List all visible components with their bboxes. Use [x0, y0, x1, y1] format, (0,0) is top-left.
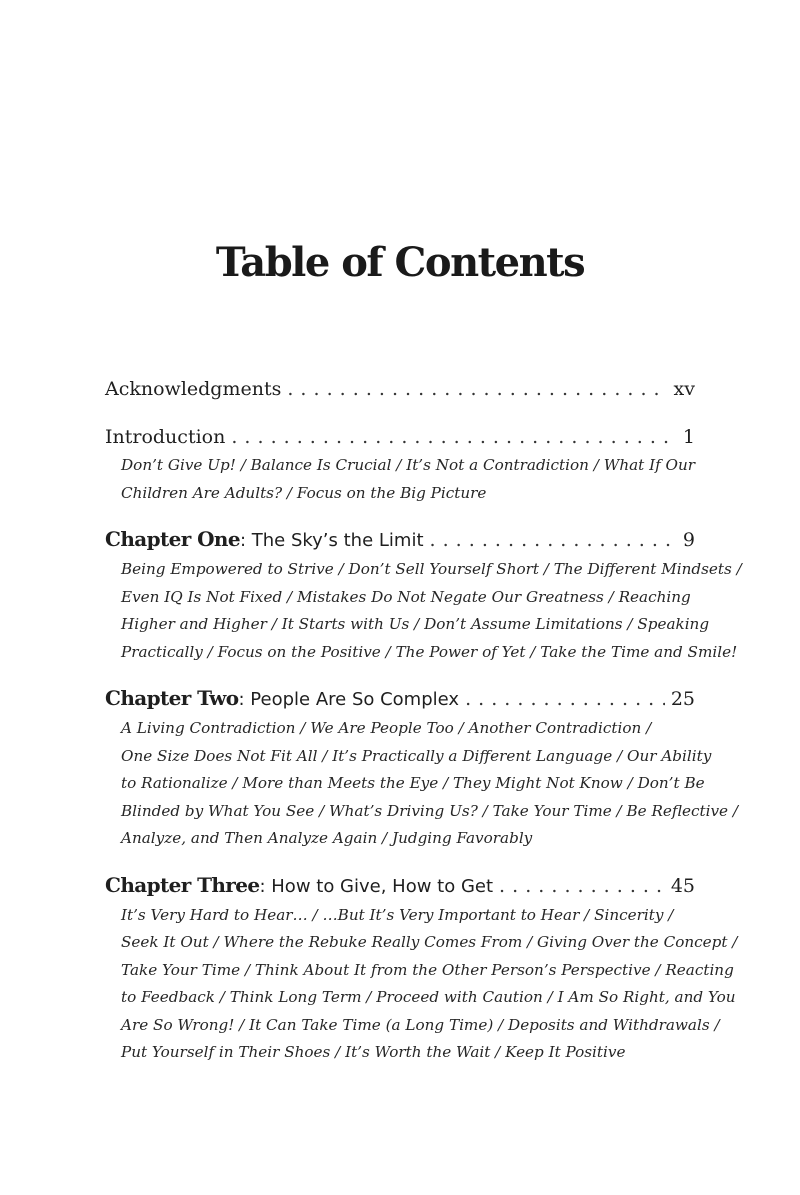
toc-line[interactable] [105, 679, 695, 719]
section-list-line: Being Empowered to Strive / Don’t Sell Yourself Short / The Different Mindsets / [121, 560, 742, 578]
chapter-number: Chapter One [105, 527, 240, 551]
toc-entry-label [105, 679, 459, 719]
toc-section-list [121, 902, 738, 1067]
section-list-line: A Living Contradiction / We Are People Too / Another Contradiction / [121, 719, 652, 737]
toc-entry-label [105, 866, 493, 906]
page-title: Table of Contents [215, 238, 585, 286]
toc-section-list [121, 715, 738, 853]
chapter-title: : The Sky’s the Limit [239, 530, 424, 551]
section-list-line: to Rationalize / More than Meets the Eye / They Might Not Know / Don’t Be [121, 774, 705, 792]
chapter-title: : How to Give, How to Get [259, 875, 494, 897]
toc-entry-label [105, 520, 424, 560]
section-list-line: Take Your Time / Think About It from the Other Person’s Perspective / Reacting [121, 960, 734, 979]
section-list-line: Put Yourself in Their Shoes / It’s Worth the Wait / Keep It Positive [121, 1043, 626, 1061]
table-of-contents [105, 370, 742, 1067]
toc-page-number: 25 [670, 688, 695, 710]
toc-page-number: 9 [682, 529, 695, 551]
section-list-line: Are So Wrong! / It Can Take Time (a Long Time) / Deposits and Withdrawals / [121, 1015, 720, 1034]
toc-section-list [121, 452, 695, 507]
section-list-line: to Feedback / Think Long Term / Proceed with Caution / I Am So Right, and You [121, 988, 736, 1006]
section-list-line: Even IQ Is Not Fixed / Mistakes Do Not Negate Our Greatness / Reaching [121, 587, 691, 606]
dot-leader [287, 370, 667, 408]
section-list-line: Seek It Out / Where the Rebuke Really Comes From / Giving Over the Concept / [121, 933, 738, 951]
toc-line[interactable] [105, 370, 695, 408]
section-list-line: Blinded by What You See / What’s Driving Us? / Take Your Time / Be Reflective / [121, 801, 738, 820]
toc-entry-label: Introduction [105, 426, 226, 448]
toc-entry-label: Acknowledgments [105, 378, 282, 400]
dot-leader [430, 521, 677, 559]
section-list-line: Higher and Higher / It Starts with Us / Don’t Assume Limitations / Speaking [121, 615, 710, 633]
section-list-line: Children Are Adults? / Focus on the Big Picture [121, 483, 487, 502]
toc-page-number: xv [673, 378, 695, 400]
toc-line[interactable] [105, 418, 695, 456]
chapter-number: Chapter Two [105, 686, 239, 710]
section-list-line: It’s Very Hard to Hear… / …But It’s Very Important to Hear / Sincerity / [121, 905, 674, 924]
chapter-title: : People Are So Complex [238, 689, 460, 710]
section-list-line: One Size Does Not Fit All / It’s Practically a Different Language / Our Ability [121, 746, 712, 765]
section-list-line: Analyze, and Then Analyze Again / Judging Favorably [121, 829, 533, 847]
toc-line[interactable] [105, 866, 695, 906]
toc-entry-chapter-three [105, 866, 738, 1067]
dot-leader [465, 680, 665, 718]
toc-page-number: 45 [670, 874, 695, 897]
section-list-line: Practically / Focus on the Positive / The Power of Yet / Take the Time and Smile! [121, 642, 738, 661]
toc-entry-acknowledgments [105, 370, 695, 408]
section-list-line: Don’t Give Up! / Balance Is Crucial / It’s Not a Contradiction / What If Our [121, 456, 696, 474]
toc-section-list [121, 556, 742, 666]
dot-leader [499, 867, 665, 905]
chapter-number: Chapter Three [105, 872, 260, 897]
toc-line[interactable] [105, 520, 695, 560]
toc-page-number: 1 [682, 426, 695, 448]
toc-entry-introduction [105, 418, 695, 507]
toc-entry-chapter-one [105, 520, 742, 666]
toc-entry-chapter-two [105, 679, 738, 853]
dot-leader [231, 418, 677, 456]
